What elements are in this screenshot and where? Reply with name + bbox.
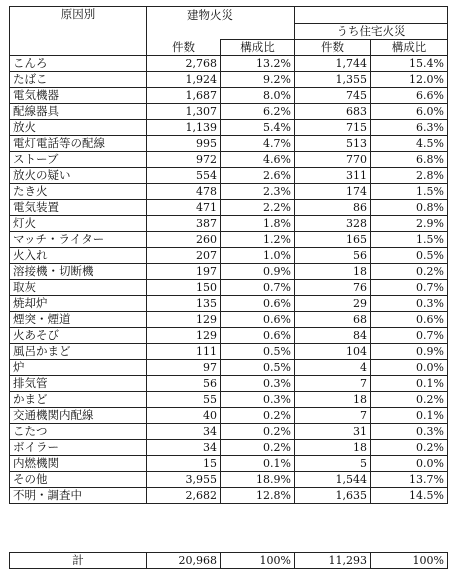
cell-b-ratio: 0.6% — [221, 328, 295, 344]
cell-r-count: 4 — [295, 360, 371, 376]
table-row — [10, 440, 448, 456]
cell-r-ratio: 0.6% — [371, 312, 448, 328]
cell-r-ratio: 0.2% — [371, 392, 448, 408]
cell-b-count: 40 — [147, 408, 221, 424]
table-row — [10, 232, 448, 248]
cell-b-count: 972 — [147, 152, 221, 168]
cell-r-count: 84 — [295, 328, 371, 344]
cell-cause: 放火の疑い — [10, 168, 147, 184]
cell-b-ratio: 5.4% — [221, 120, 295, 136]
cell-cause: ストーブ — [10, 152, 147, 168]
cell-b-ratio: 6.2% — [221, 104, 295, 120]
table-row — [10, 168, 448, 184]
cell-r-ratio: 6.6% — [371, 88, 448, 104]
cell-b-ratio: 0.3% — [221, 376, 295, 392]
cell-b-ratio: 0.1% — [221, 456, 295, 472]
cell-r-count: 56 — [295, 248, 371, 264]
cell-b-ratio: 1.0% — [221, 248, 295, 264]
cell-b-ratio: 2.3% — [221, 184, 295, 200]
cell-cause: 煙突・煙道 — [10, 312, 147, 328]
total-residential-count: 11,293 — [295, 553, 371, 569]
cell-r-ratio: 0.3% — [371, 296, 448, 312]
cell-r-ratio: 0.8% — [371, 200, 448, 216]
table-row — [10, 472, 448, 488]
cell-cause: 火あそび — [10, 328, 147, 344]
cell-b-count: 260 — [147, 232, 221, 248]
cell-b-ratio: 13.2% — [221, 56, 295, 72]
table-row — [10, 136, 448, 152]
cell-b-count: 34 — [147, 424, 221, 440]
header-residential-ratio: 構成比 — [371, 40, 448, 56]
cell-b-count: 129 — [147, 328, 221, 344]
cell-r-ratio: 1.5% — [371, 232, 448, 248]
cell-r-count: 1,635 — [295, 488, 371, 504]
cell-r-ratio: 0.9% — [371, 344, 448, 360]
cell-b-ratio: 12.8% — [221, 488, 295, 504]
cell-r-count: 76 — [295, 280, 371, 296]
cell-r-ratio: 0.2% — [371, 440, 448, 456]
cell-r-count: 18 — [295, 392, 371, 408]
cell-cause: 配線器具 — [10, 104, 147, 120]
table-row — [10, 248, 448, 264]
cell-r-ratio: 0.7% — [371, 328, 448, 344]
cell-cause: 溶接機・切断機 — [10, 264, 147, 280]
table-row — [10, 328, 448, 344]
cell-r-count: 5 — [295, 456, 371, 472]
cell-cause: 放火 — [10, 120, 147, 136]
header-building-fire: 建物火災 — [147, 7, 295, 24]
table-row — [10, 200, 448, 216]
cell-cause: 電灯電話等の配線 — [10, 136, 147, 152]
table-row — [10, 296, 448, 312]
cell-r-ratio: 0.5% — [371, 248, 448, 264]
cell-cause: ボイラー — [10, 440, 147, 456]
cell-r-count: 1,744 — [295, 56, 371, 72]
cell-b-count: 1,139 — [147, 120, 221, 136]
total-label: 計 — [10, 553, 147, 569]
cell-b-ratio: 0.5% — [221, 360, 295, 376]
cell-cause: 電気機器 — [10, 88, 147, 104]
cell-b-ratio: 4.7% — [221, 136, 295, 152]
table-row — [10, 104, 448, 120]
cell-cause: かまど — [10, 392, 147, 408]
header-building-count: 件数 — [147, 40, 221, 56]
table-row — [10, 184, 448, 200]
cell-b-count: 3,955 — [147, 472, 221, 488]
cell-r-count: 68 — [295, 312, 371, 328]
cell-cause: 排気管 — [10, 376, 147, 392]
cell-cause: 灯火 — [10, 216, 147, 232]
cell-b-ratio: 2.2% — [221, 200, 295, 216]
cell-r-ratio: 1.5% — [371, 184, 448, 200]
cell-b-ratio: 0.2% — [221, 424, 295, 440]
cell-b-count: 34 — [147, 440, 221, 456]
cell-r-ratio: 0.1% — [371, 408, 448, 424]
cell-r-count: 174 — [295, 184, 371, 200]
table-row — [10, 264, 448, 280]
cell-r-ratio: 13.7% — [371, 472, 448, 488]
table-row — [10, 216, 448, 232]
cell-b-ratio: 1.8% — [221, 216, 295, 232]
table-row — [10, 120, 448, 136]
cell-cause: 交通機関内配線 — [10, 408, 147, 424]
cell-b-count: 15 — [147, 456, 221, 472]
cell-b-ratio: 9.2% — [221, 72, 295, 88]
cell-b-count: 471 — [147, 200, 221, 216]
cell-cause: 内燃機関 — [10, 456, 147, 472]
cell-b-ratio: 0.2% — [221, 408, 295, 424]
cell-r-count: 715 — [295, 120, 371, 136]
cell-b-count: 554 — [147, 168, 221, 184]
cell-b-count: 478 — [147, 184, 221, 200]
cell-b-ratio: 2.6% — [221, 168, 295, 184]
cell-r-ratio: 0.0% — [371, 360, 448, 376]
cell-b-count: 55 — [147, 392, 221, 408]
total-row — [10, 553, 448, 569]
table-row — [10, 408, 448, 424]
cell-r-count: 86 — [295, 200, 371, 216]
cell-b-ratio: 18.9% — [221, 472, 295, 488]
cell-b-ratio: 1.2% — [221, 232, 295, 248]
cell-b-count: 207 — [147, 248, 221, 264]
total-building-ratio: 100% — [221, 553, 295, 569]
cell-b-ratio: 0.5% — [221, 344, 295, 360]
cell-b-count: 1,924 — [147, 72, 221, 88]
cell-b-ratio: 4.6% — [221, 152, 295, 168]
cell-r-count: 7 — [295, 376, 371, 392]
cell-b-ratio: 0.9% — [221, 264, 295, 280]
cell-r-count: 683 — [295, 104, 371, 120]
cell-r-count: 7 — [295, 408, 371, 424]
table-row — [10, 344, 448, 360]
cell-cause: こたつ — [10, 424, 147, 440]
cell-cause: たき火 — [10, 184, 147, 200]
header-residential-fire: うち住宅火災 — [295, 24, 448, 40]
cell-b-count: 56 — [147, 376, 221, 392]
table-row — [10, 376, 448, 392]
total-residential-ratio: 100% — [371, 553, 448, 569]
cell-b-ratio: 0.2% — [221, 440, 295, 456]
cell-b-count: 97 — [147, 360, 221, 376]
cell-r-ratio: 0.2% — [371, 264, 448, 280]
cell-b-count: 1,307 — [147, 104, 221, 120]
table-row — [10, 392, 448, 408]
cell-r-ratio: 6.3% — [371, 120, 448, 136]
cell-r-count: 745 — [295, 88, 371, 104]
cell-r-ratio: 4.5% — [371, 136, 448, 152]
cell-cause: 風呂かまど — [10, 344, 147, 360]
cell-r-ratio: 0.7% — [371, 280, 448, 296]
cell-cause: たばこ — [10, 72, 147, 88]
cell-cause: 不明・調査中 — [10, 488, 147, 504]
fire-cause-table — [9, 6, 448, 504]
cell-r-count: 770 — [295, 152, 371, 168]
cell-cause: その他 — [10, 472, 147, 488]
table-row — [10, 360, 448, 376]
cell-b-ratio: 0.3% — [221, 392, 295, 408]
cell-r-count: 1,355 — [295, 72, 371, 88]
cell-r-ratio: 6.8% — [371, 152, 448, 168]
cell-r-count: 104 — [295, 344, 371, 360]
cell-b-count: 1,687 — [147, 88, 221, 104]
cell-b-count: 111 — [147, 344, 221, 360]
cell-r-count: 31 — [295, 424, 371, 440]
table-row — [10, 72, 448, 88]
cell-b-ratio: 0.6% — [221, 312, 295, 328]
table-row — [10, 312, 448, 328]
table-row — [10, 56, 448, 72]
header-residential-count: 件数 — [295, 40, 371, 56]
cell-b-ratio: 0.7% — [221, 280, 295, 296]
total-building-count: 20,968 — [147, 553, 221, 569]
cell-r-ratio: 14.5% — [371, 488, 448, 504]
table-row — [10, 424, 448, 440]
cell-cause: マッチ・ライター — [10, 232, 147, 248]
cell-r-ratio: 2.8% — [371, 168, 448, 184]
cell-r-count: 1,544 — [295, 472, 371, 488]
header-building-ratio: 構成比 — [221, 40, 295, 56]
cell-r-count: 165 — [295, 232, 371, 248]
cell-b-ratio: 8.0% — [221, 88, 295, 104]
cell-b-count: 129 — [147, 312, 221, 328]
cell-r-count: 18 — [295, 440, 371, 456]
table-row — [10, 152, 448, 168]
table-row — [10, 456, 448, 472]
cell-cause: 焼却炉 — [10, 296, 147, 312]
table-row — [10, 88, 448, 104]
cell-b-ratio: 0.6% — [221, 296, 295, 312]
cell-b-count: 2,682 — [147, 488, 221, 504]
cell-r-ratio: 0.1% — [371, 376, 448, 392]
cell-r-ratio: 2.9% — [371, 216, 448, 232]
cell-r-ratio: 12.0% — [371, 72, 448, 88]
cell-r-ratio: 0.0% — [371, 456, 448, 472]
cell-b-count: 135 — [147, 296, 221, 312]
cell-r-ratio: 15.4% — [371, 56, 448, 72]
cell-b-count: 995 — [147, 136, 221, 152]
cell-b-count: 150 — [147, 280, 221, 296]
table-row — [10, 280, 448, 296]
cell-r-count: 328 — [295, 216, 371, 232]
cell-b-count: 2,768 — [147, 56, 221, 72]
table-row — [10, 488, 448, 504]
cell-r-count: 513 — [295, 136, 371, 152]
cell-r-ratio: 6.0% — [371, 104, 448, 120]
cell-cause: こんろ — [10, 56, 147, 72]
cell-cause: 炉 — [10, 360, 147, 376]
cell-r-count: 18 — [295, 264, 371, 280]
cell-cause: 火入れ — [10, 248, 147, 264]
cell-cause: 電気装置 — [10, 200, 147, 216]
cell-r-ratio: 0.3% — [371, 424, 448, 440]
total-table — [9, 552, 448, 569]
cell-cause: 取灰 — [10, 280, 147, 296]
cell-b-count: 197 — [147, 264, 221, 280]
cell-r-count: 311 — [295, 168, 371, 184]
header-cause: 原因別 — [10, 7, 147, 56]
cell-b-count: 387 — [147, 216, 221, 232]
cell-r-count: 29 — [295, 296, 371, 312]
